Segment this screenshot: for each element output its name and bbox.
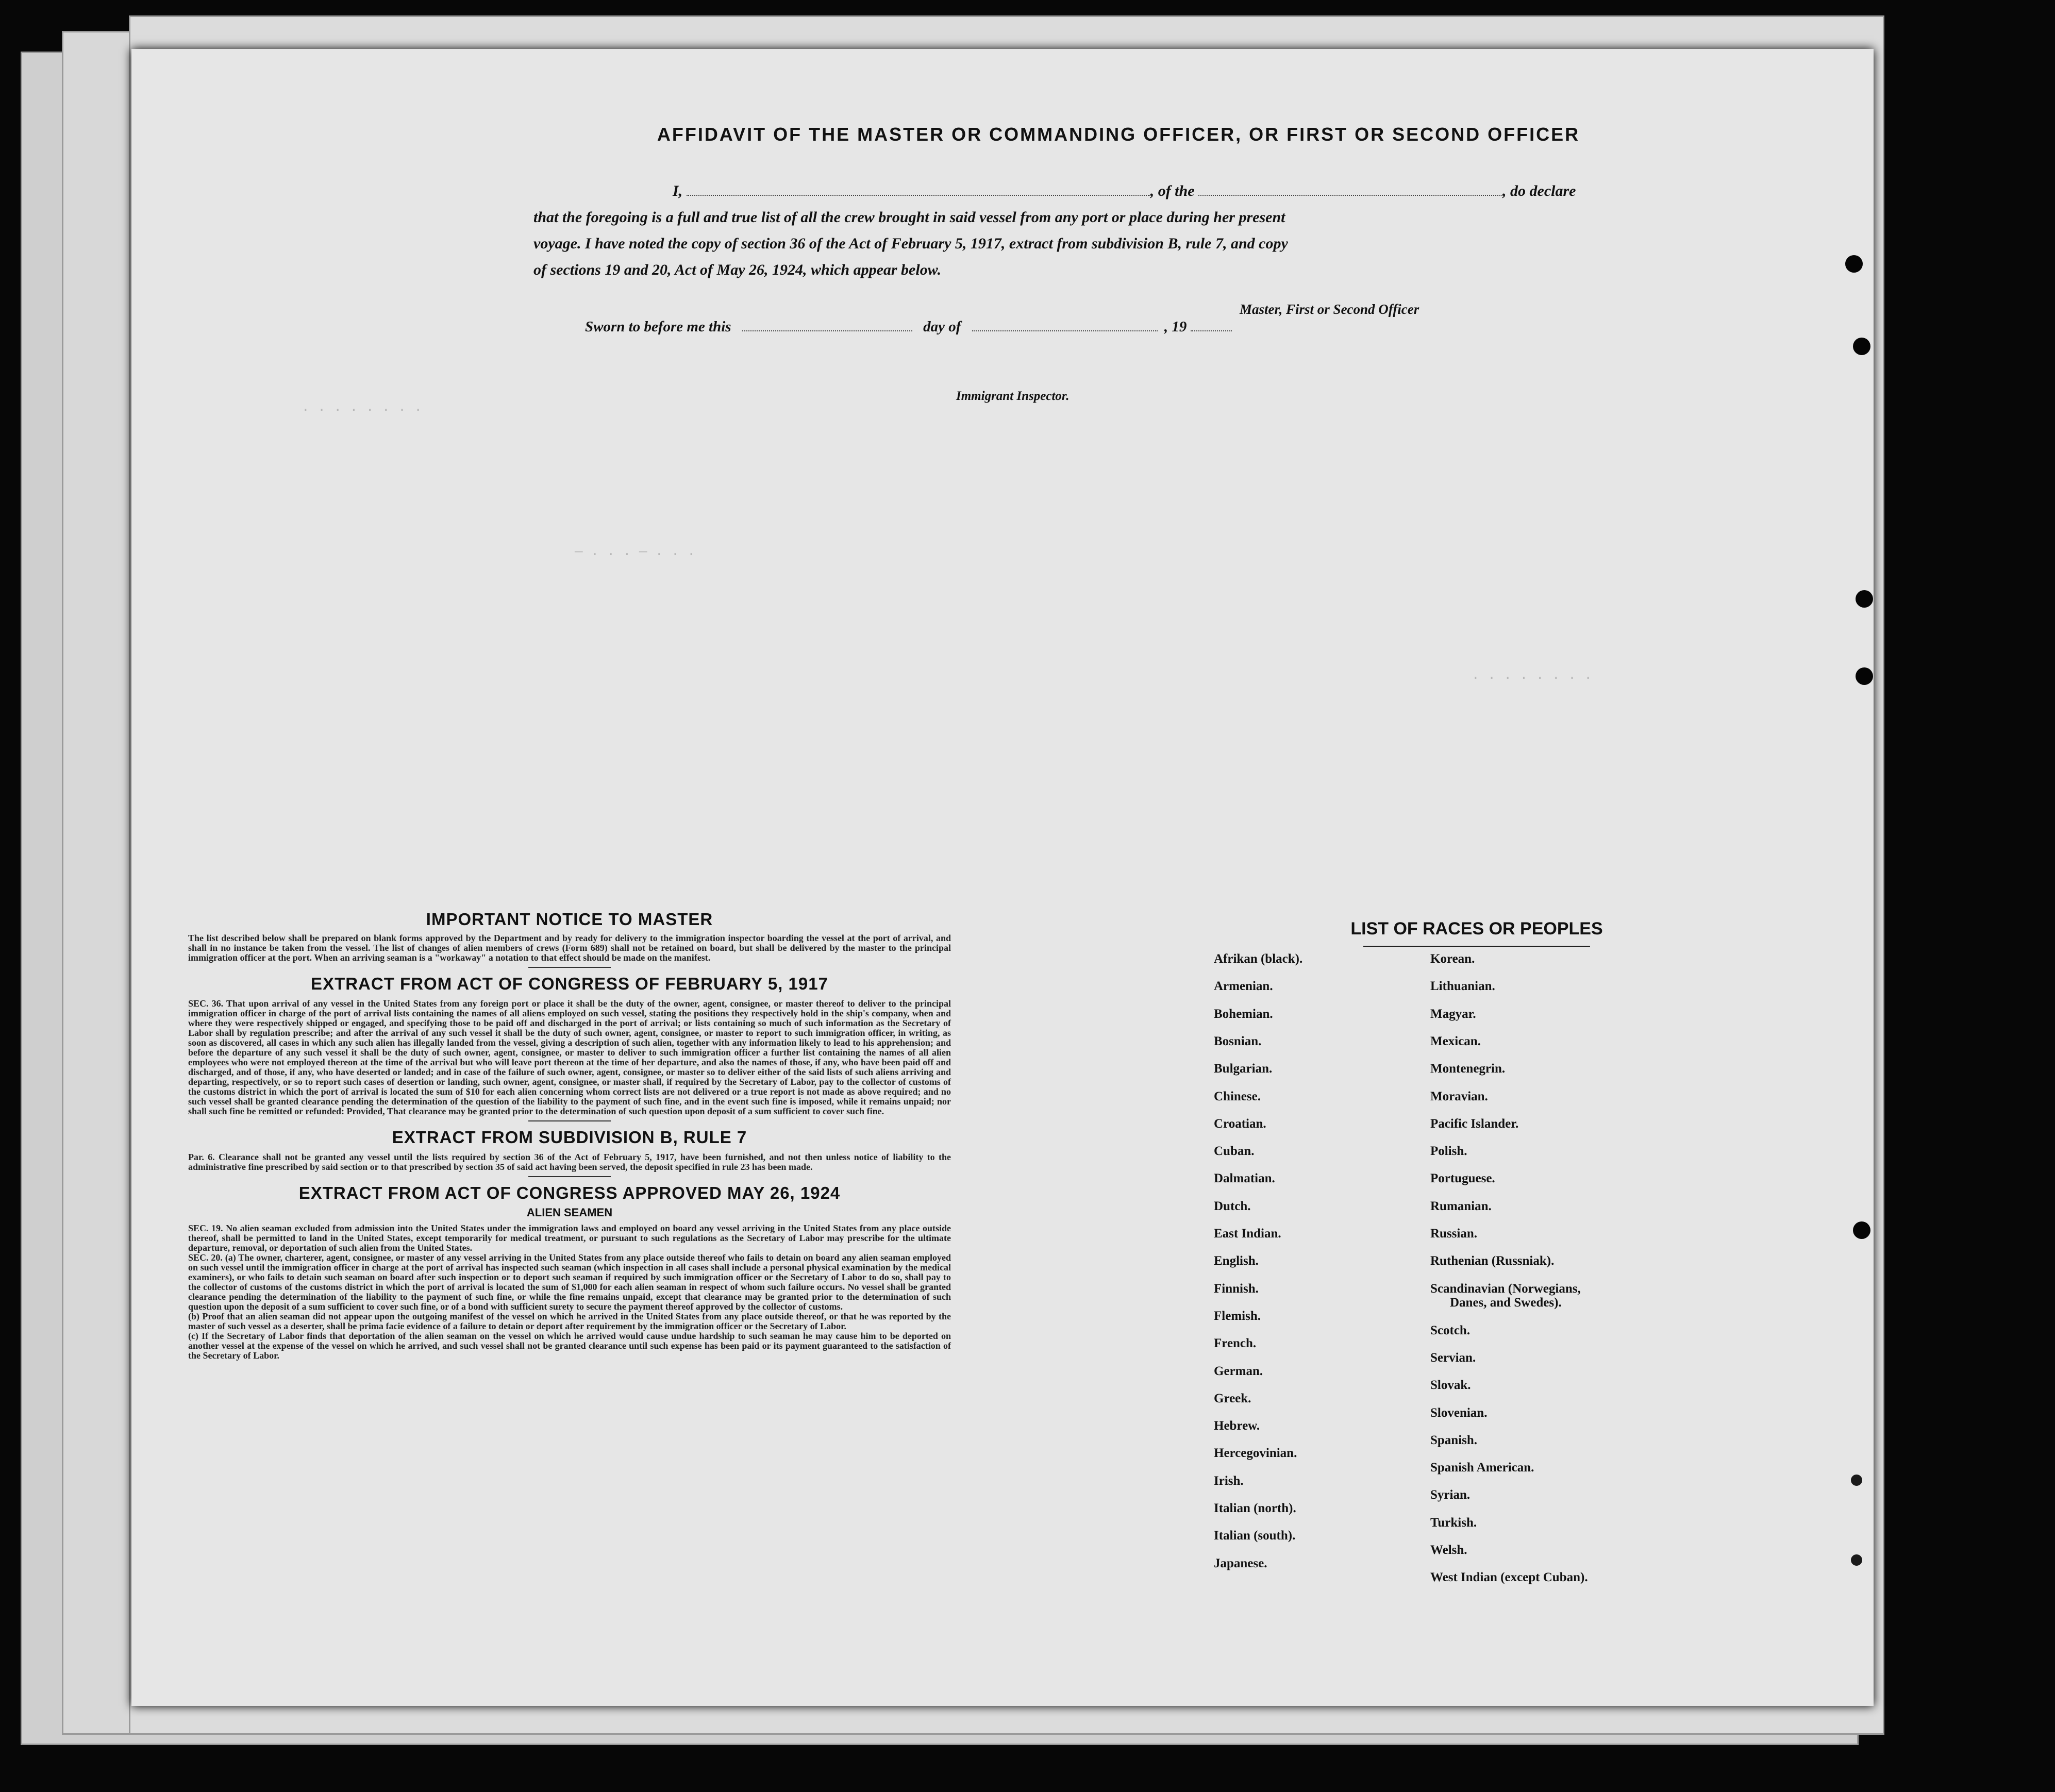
race-item: Montenegrin. — [1430, 1062, 1506, 1076]
race-item: French. — [1214, 1336, 1257, 1351]
binder-hole — [1845, 255, 1863, 273]
crew-list-affidavit-page — [131, 49, 1874, 1706]
race-item: Japanese. — [1214, 1556, 1267, 1570]
sworn-year-field[interactable] — [1191, 317, 1232, 331]
race-item: Welsh. — [1430, 1543, 1467, 1557]
race-item: Chinese. — [1214, 1089, 1261, 1103]
affidavit-text — [533, 178, 1667, 283]
race-item: Servian. — [1430, 1350, 1476, 1365]
race-item: Hercegovinian. — [1214, 1446, 1297, 1461]
signature-label: Master, First or Second Officer — [1240, 302, 1419, 317]
section-20c-text: (c) If the Secretary of Labor finds that deportation of the alien seaman on the vessel on which he arrived would cause undue hardship to such seaman he may cause him to be deported on another vessel at the expense of the vessel on which he arrived, and such vessel shall not be granted clearance until such expense has been paid or its payment guaranteed to the satisfaction of the Secretary of Labor. — [188, 1331, 951, 1361]
master-name-field[interactable] — [687, 181, 1150, 196]
affidavit-line-2: that the foregoing is a full and true list of all the crew brought in said vessel from any port or place during her present — [533, 209, 1285, 226]
do-declare-label: , do declare — [1502, 182, 1576, 199]
rule-7-title: EXTRACT FROM SUBDIVISION B, RULE 7 — [392, 1128, 747, 1147]
section-divider — [528, 967, 611, 968]
race-item: Irish. — [1214, 1473, 1244, 1488]
binder-hole — [1848, 1551, 1865, 1569]
race-item: Scandinavian (Norwegians, — [1430, 1281, 1581, 1296]
binder-hole — [1848, 1471, 1865, 1489]
race-item: East Indian. — [1214, 1227, 1281, 1241]
race-item: Polish. — [1430, 1144, 1467, 1159]
race-item: West Indian (except Cuban). — [1430, 1570, 1588, 1585]
extract-1924-title: EXTRACT FROM ACT OF CONGRESS APPROVED MAY 26, 1924 — [298, 1183, 841, 1202]
race-item: Slovak. — [1430, 1378, 1471, 1393]
section-divider — [528, 1176, 611, 1177]
race-item: Greek. — [1214, 1391, 1251, 1405]
race-item: German. — [1214, 1364, 1263, 1378]
binder-hole — [1856, 667, 1873, 685]
affidavit-line-4: of sections 19 and 20, Act of May 26, 1924, which appear below. — [533, 261, 942, 278]
sworn-day-field[interactable] — [742, 317, 912, 331]
race-item: Finnish. — [1214, 1281, 1259, 1296]
day-of-label: day of — [923, 319, 961, 335]
inspector-label: Immigrant Inspector. — [956, 389, 1070, 403]
affidavit-title: AFFIDAVIT OF THE MASTER OR COMMANDING OFFICER, OR FIRST OR SECOND OFFICER — [657, 124, 1580, 145]
affidavit-line-3: voyage. I have noted the copy of section 36 of the Act of February 5, 1917, extract from subdivision B, rule 7, and copy — [533, 235, 1288, 252]
races-title-underline — [1363, 946, 1590, 947]
binder-hole — [1856, 590, 1873, 608]
race-item: Italian (north). — [1214, 1501, 1296, 1515]
race-item: Portuguese. — [1430, 1171, 1495, 1186]
races-list-title: LIST OF RACES OR PEOPLES — [1350, 919, 1603, 939]
race-item: English. — [1214, 1254, 1259, 1268]
race-item: Slovenian. — [1430, 1405, 1488, 1420]
race-item: Magyar. — [1430, 1007, 1476, 1021]
bleed-through-text: — . . . — . . . — [575, 544, 696, 559]
race-item: Bohemian. — [1214, 1007, 1273, 1021]
section-divider — [528, 1120, 611, 1121]
of-the-label: , of the — [1150, 182, 1195, 199]
race-item: Rumanian. — [1430, 1199, 1492, 1213]
race-item: Dutch. — [1214, 1199, 1251, 1213]
race-item: Scotch. — [1430, 1323, 1471, 1337]
race-item: Syrian. — [1430, 1488, 1471, 1502]
race-item: Italian (south). — [1214, 1529, 1296, 1543]
section-19-text: SEC. 19. No alien seaman excluded from admission into the United States under the immigration laws and employed on board any vessel arriving in the United States from any place outside thereof, shall be permitted to land in the United States, except temporarily for medical treatment, or pursuant to such regulations as the Secretary of Labor may prescribe for the ultimate departure, removal, or deportation of such alien from the United States. — [188, 1223, 951, 1253]
race-item: Russian. — [1430, 1227, 1478, 1241]
race-item: Bulgarian. — [1214, 1062, 1273, 1076]
section-20b-text: (b) Proof that an alien seaman did not appear upon the outgoing manifest of the vessel on which he arrived in the United States from any place outside thereof, or that he was reported by the master of such vessel as a deserter, shall be prima facie evidence of a failure to detain or deport after requirement by the immigration officer or the Secretary of Labor. — [188, 1311, 951, 1331]
race-item: Dalmatian. — [1214, 1171, 1275, 1186]
affidavit-line-1 — [533, 178, 1667, 204]
important-notice-text: The list described below shall be prepared on blank forms approved by the Department and by ready for delivery to the immigration inspector boarding the vessel at the port of arrival, and shall in no instance be taken from the vessel. The list of changes of alien members of crews (Form 689) shall not be retained on board, but shall be delivered by the master to the principal immigration officer at the port. When an arriving seaman is a "workaway" a notation to that effect should be made on the manifest. — [188, 933, 951, 963]
sworn-month-field[interactable] — [972, 317, 1158, 331]
vessel-name-field[interactable] — [1198, 181, 1502, 196]
sworn-line — [585, 317, 1232, 336]
alien-seamen-subtitle: ALIEN SEAMEN — [526, 1206, 613, 1219]
rule-7-text: Par. 6. Clearance shall not be granted any vessel until the lists required by section 36 of the Act of February 5, 1917, have been furnished, and not then unless notice of liability to the administrative fine prescribed by said section or to that prescribed by section 35 of said act having been served, the deposit specified in rule 23 has been made. — [188, 1152, 951, 1172]
race-item: Spanish American. — [1430, 1461, 1534, 1475]
important-notice-title: IMPORTANT NOTICE TO MASTER — [426, 910, 713, 929]
extract-1917-title: EXTRACT FROM ACT OF CONGRESS OF FEBRUARY 5, 1917 — [311, 974, 828, 993]
race-item: Hebrew. — [1214, 1419, 1260, 1433]
sworn-label: Sworn to before me this — [585, 319, 731, 335]
race-item: Turkish. — [1430, 1515, 1477, 1530]
race-item: Pacific Islander. — [1430, 1116, 1519, 1131]
race-item: Spanish. — [1430, 1433, 1478, 1447]
race-item: Croatian. — [1214, 1116, 1266, 1131]
race-item: Afrikan (black). — [1214, 952, 1303, 966]
race-item: Korean. — [1430, 952, 1475, 966]
race-item: Armenian. — [1214, 979, 1273, 994]
race-item: Moravian. — [1430, 1089, 1488, 1103]
race-item: Lithuanian. — [1430, 979, 1495, 994]
affidavit-pronoun: I, — [673, 182, 683, 199]
binder-hole — [1853, 1221, 1870, 1239]
race-item: Mexican. — [1430, 1034, 1481, 1048]
race-item: Cuban. — [1214, 1144, 1255, 1159]
race-item: Bosnian. — [1214, 1034, 1262, 1048]
bleed-through-text: . . . . . . . . — [302, 399, 423, 415]
binder-hole — [1853, 338, 1870, 355]
race-item: Flemish. — [1214, 1309, 1261, 1323]
year-prefix-label: , 19 — [1164, 319, 1187, 335]
bleed-through-text: . . . . . . . . — [1472, 667, 1593, 683]
extract-1917-text: SEC. 36. That upon arrival of any vessel in the United States from any foreign port or place it shall be the duty of the owner, agent, consignee, or master thereof to deliver to the principal immigration officer in charge of the port of arrival lists containing the names of all aliens employed on such vessel, stating the positions they respectively hold in the ship's company, when and where they were respectively shipped or engaged, and specifying those to be paid off and discharged in the port of arrival; or lists containing so much of such information as the Secretary of Labor shall by regulation prescribe; and after the arrival of any such vessel it shall be the duty of such owner, agent, consignee, or master to report to such immigration officer, in writing, as soon as discovered, all cases in which any such alien has illegally landed from the vessel, giving a description of such alien, together with any information likely to lead to his apprehension; and before the departure of any such vessel it shall be the duty of such owner, agent, consignee, or master to deliver to such immigration officer a further list containing the names of all alien employees who were not employed thereon at the time of the arrival but who will leave port thereon at the time of her departure, and also the names of those, if any, who have been paid off and discharged, and of those, if any, who have deserted or landed; and in case of the failure of such owner, agent, consignee, or master so to deliver either of the said lists of such aliens arriving and departing, respectively, or so to report such cases of desertion or landing, such owner, agent, consignee, or master shall, if required by the Secretary of Labor, pay to the collector of customs of the customs district in which the port of arrival is located the sum of $10 for each alien concerning whom correct lists are not delivered or a true report is not made as above required; and no such vessel shall be granted clearance pending the determination of the question of the liability to the payment of such fine, and in the event such fine is imposed, while it remains unpaid; nor shall such fine be remitted or refunded: Provided, That clearance may be granted prior to the determination of such question upon deposit of a sum sufficient to cover such fine. — [188, 998, 951, 1116]
race-item: Ruthenian (Russniak). — [1430, 1254, 1555, 1268]
section-20a-text: SEC. 20. (a) The owner, charterer, agent, consignee, or master of any vessel arriving in the United States from any place outside thereof who fails to detain on board any alien seaman employed on such vessel until the immigration officer in charge at the port of arrival has inspected such seaman (which inspection in all cases shall include a personal physical examination by the medical examiners), or who fails to detain such seaman on board after such inspection or to deport such seaman if required by such immigration officer or the Secretary of Labor to do so, shall pay to the collector of customs of the customs district in which the port of arrival is located the sum of $1,000 for each alien seaman in respect of whom such failure occurs. No vessel shall be granted clearance pending the determination of the liability to the payment of such fine, or while the fine remains unpaid, except that clearance may be granted prior to the determination of such question upon the deposit of a sum sufficient to cover such fine, or of a bond with sufficient surety to secure the payment thereof approved by the collector of customs. — [188, 1252, 951, 1312]
legal-notices-column — [188, 910, 951, 1361]
race-item: Danes, and Swedes). — [1450, 1296, 1562, 1310]
